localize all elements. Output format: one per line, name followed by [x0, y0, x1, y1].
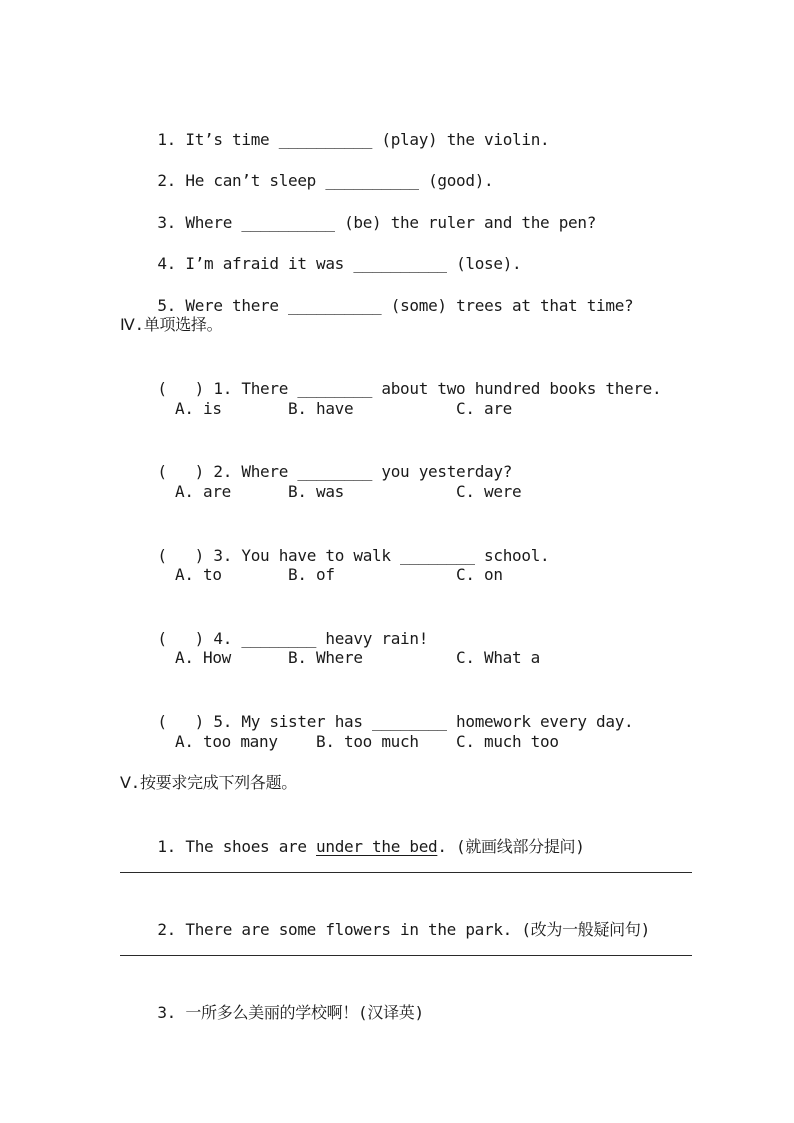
- item-number: 3.: [157, 213, 177, 232]
- option-a[interactable]: A. too many: [175, 732, 278, 751]
- answer-parenthesis[interactable]: ( ): [157, 712, 205, 731]
- option-c[interactable]: C. What a: [456, 648, 540, 667]
- item-number: 4.: [213, 629, 233, 648]
- section-iv-heading: Ⅳ.单项选择。: [120, 315, 223, 334]
- item-number: 1.: [157, 837, 177, 856]
- question-stem: My sister has ________ homework every day.: [241, 712, 634, 731]
- option-c[interactable]: C. were: [456, 482, 522, 501]
- item-number: 3.: [213, 546, 233, 565]
- question-stem: There ________ about two hundred books there.: [241, 379, 662, 398]
- answer-blank[interactable]: __________: [241, 213, 335, 232]
- question-stem: Where ________ you yesterday?: [241, 462, 513, 481]
- answer-blank[interactable]: __________: [278, 130, 373, 149]
- task-2: [120, 897, 650, 963]
- item-number: 3.: [157, 1003, 177, 1022]
- item-number: 1.: [157, 130, 177, 149]
- option-b[interactable]: B. Where: [288, 648, 363, 667]
- answer-blank[interactable]: __________: [288, 296, 382, 315]
- underlined-phrase: under the bed: [316, 837, 438, 856]
- question-stem: You have to walk ________ school.: [241, 546, 550, 565]
- item-text: It’s time: [185, 130, 270, 149]
- item-text: Were there: [185, 296, 279, 315]
- section-v-heading: Ⅴ.按要求完成下列各题。: [120, 773, 297, 792]
- task-text: 一所多么美丽的学校啊！(汉译英): [185, 1003, 424, 1022]
- option-c[interactable]: C. on: [456, 565, 503, 584]
- answer-line-1[interactable]: [120, 872, 692, 873]
- answer-parenthesis[interactable]: ( ): [157, 462, 205, 481]
- choice-question-4: [120, 606, 428, 672]
- option-a[interactable]: A. to: [175, 565, 222, 584]
- answer-blank[interactable]: __________: [353, 254, 447, 273]
- option-c[interactable]: C. much too: [456, 732, 559, 751]
- task-text: The shoes are: [185, 837, 307, 856]
- item-number: 4.: [157, 254, 177, 273]
- option-a[interactable]: A. is: [175, 399, 222, 418]
- answer-parenthesis[interactable]: ( ): [157, 379, 205, 398]
- item-number: 5.: [213, 712, 233, 731]
- task-text: There are some flowers in the park. (改为一般疑问句): [185, 920, 650, 939]
- item-text: (play) the violin.: [381, 130, 550, 149]
- answer-line-2[interactable]: [120, 955, 692, 956]
- item-number: 5.: [157, 296, 177, 315]
- answer-blank[interactable]: __________: [325, 171, 419, 190]
- option-b[interactable]: B. have: [288, 399, 354, 418]
- answer-parenthesis[interactable]: ( ): [157, 546, 205, 565]
- item-number: 2.: [157, 171, 177, 190]
- item-text: (be) the ruler and the pen?: [344, 213, 597, 232]
- answer-parenthesis[interactable]: ( ): [157, 629, 205, 648]
- item-text: (good).: [428, 171, 494, 190]
- item-number: 1.: [213, 379, 233, 398]
- item-text: (lose).: [456, 254, 522, 273]
- task-instruction: . (就画线部分提问): [437, 837, 585, 856]
- question-stem: ________ heavy rain!: [241, 629, 429, 648]
- item-number: 2.: [213, 462, 233, 481]
- item-text: (some) trees at that time?: [390, 296, 634, 315]
- option-b[interactable]: B. of: [288, 565, 335, 584]
- option-c[interactable]: C. are: [456, 399, 512, 418]
- item-number: 2.: [157, 920, 177, 939]
- option-b[interactable]: B. was: [288, 482, 344, 501]
- option-a[interactable]: A. How: [175, 648, 231, 667]
- task-1: [120, 814, 585, 880]
- item-text: He can’t sleep: [185, 171, 317, 190]
- option-b[interactable]: B. too much: [316, 732, 419, 751]
- task-3: [120, 980, 424, 1046]
- item-text: I’m afraid it was: [185, 254, 345, 273]
- option-a[interactable]: A. are: [175, 482, 231, 501]
- item-text: Where: [185, 213, 233, 232]
